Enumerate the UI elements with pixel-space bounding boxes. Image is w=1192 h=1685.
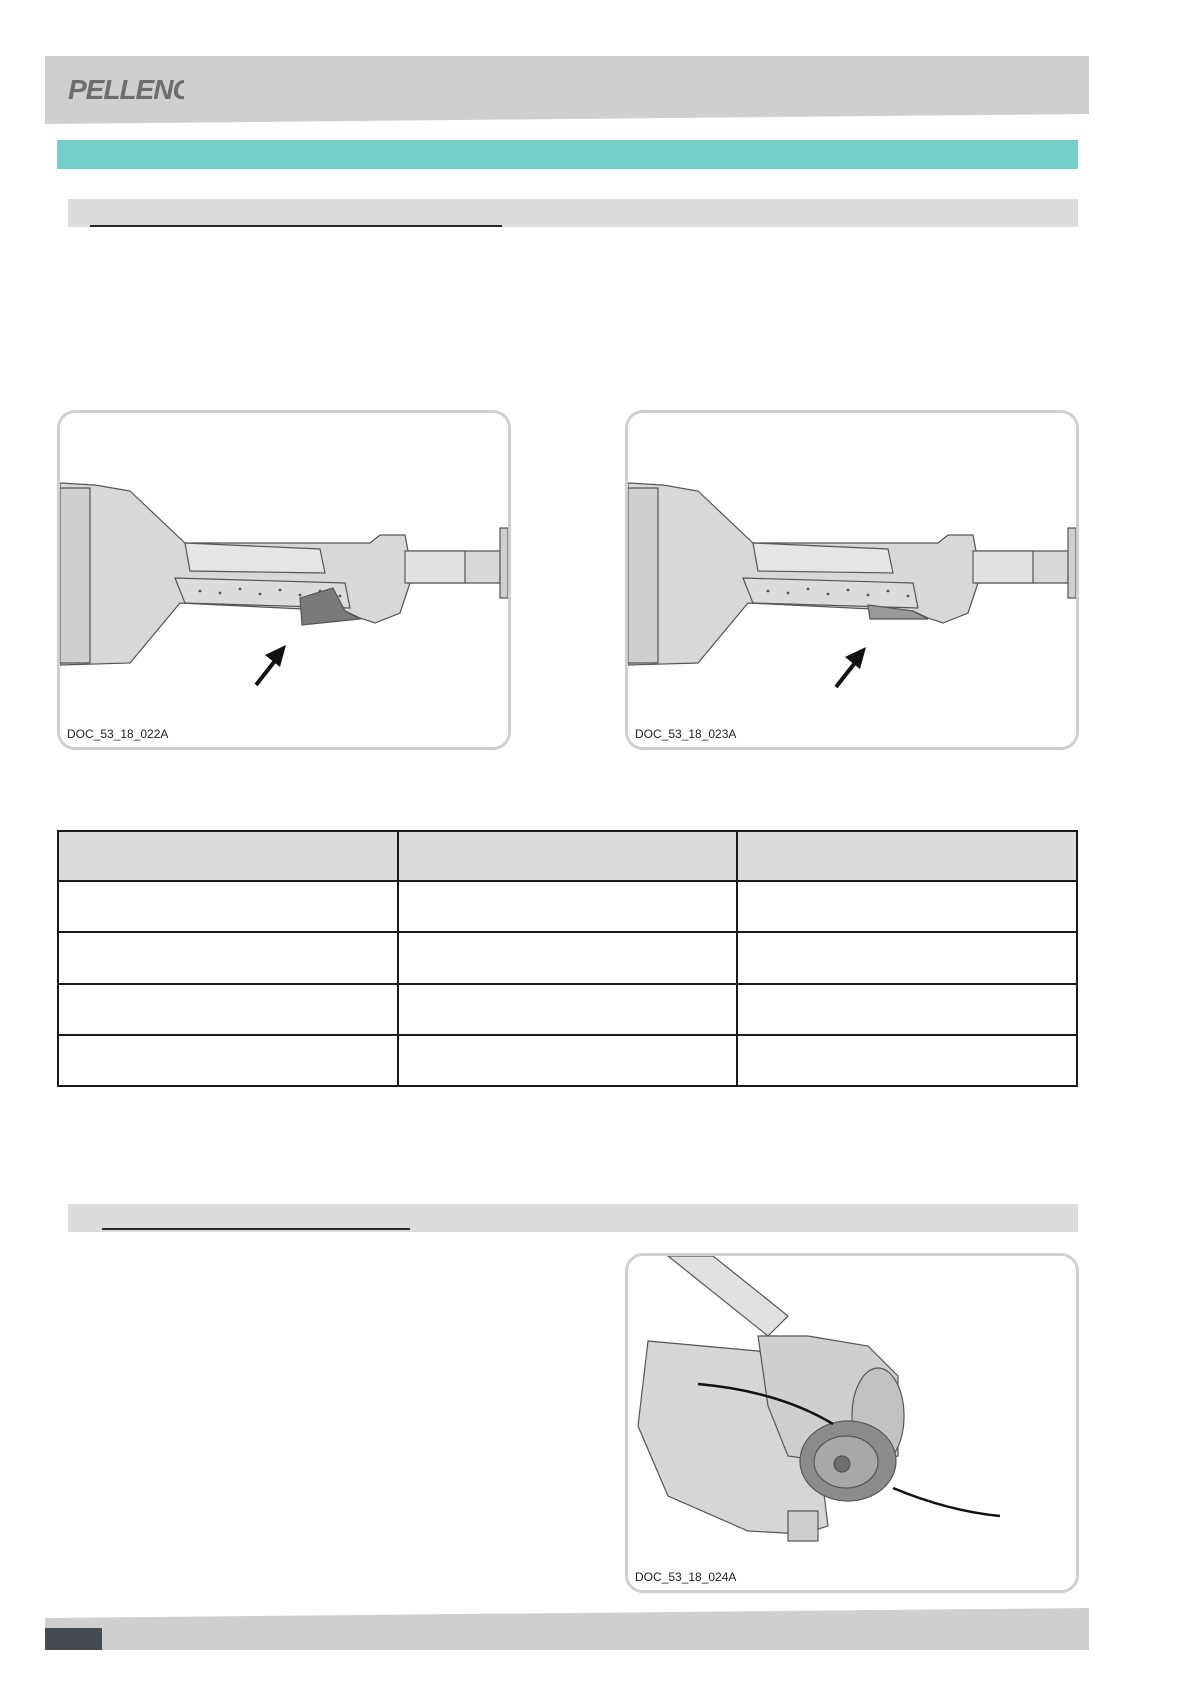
table-cell <box>58 984 398 1035</box>
table-cell <box>398 881 738 932</box>
arrow-icon <box>256 645 286 685</box>
spec-table <box>57 830 1078 1087</box>
table-row <box>58 881 1077 932</box>
section-heading-underline-1 <box>90 225 502 227</box>
figure-trigger-released <box>57 410 511 750</box>
page-number-tab <box>45 1628 102 1650</box>
table-cell <box>398 932 738 983</box>
table-cell <box>737 1035 1077 1086</box>
table-cell <box>398 984 738 1035</box>
section-heading-underline-2 <box>102 1228 410 1230</box>
figure-caption: DOC_53_18_022A <box>67 727 169 741</box>
trimmer-handle-illustration <box>628 413 1076 747</box>
table-cell <box>737 932 1077 983</box>
table-cell <box>737 984 1077 1035</box>
figure-trimmer-head <box>625 1253 1079 1593</box>
brand-logo <box>68 72 184 106</box>
section-1-body <box>68 240 1078 390</box>
header-band <box>45 56 1089 124</box>
brand-logo-text: PELLENC <box>68 74 184 105</box>
table-cell <box>58 1035 398 1086</box>
trimmer-handle-illustration <box>60 413 508 747</box>
table-cell <box>398 1035 738 1086</box>
figure-caption: DOC_53_18_024A <box>635 1570 737 1584</box>
trimmer-head-illustration <box>628 1256 1076 1590</box>
footer-band <box>45 1608 1089 1650</box>
table-cell <box>58 881 398 932</box>
chapter-title-bar <box>57 140 1078 169</box>
figure-caption: DOC_53_18_023A <box>635 727 737 741</box>
table-cell <box>737 881 1077 932</box>
table-header-cell <box>58 831 398 881</box>
section-2-body <box>68 1245 598 1585</box>
arrow-icon <box>836 647 866 687</box>
table-row <box>58 932 1077 983</box>
table-row <box>58 984 1077 1035</box>
table-header-cell <box>737 831 1077 881</box>
table-header-cell <box>398 831 738 881</box>
table-cell <box>58 932 398 983</box>
table-header-row <box>58 831 1077 881</box>
figure-trigger-pressed <box>625 410 1079 750</box>
table-row <box>58 1035 1077 1086</box>
section-heading-bar-1 <box>68 199 1078 227</box>
